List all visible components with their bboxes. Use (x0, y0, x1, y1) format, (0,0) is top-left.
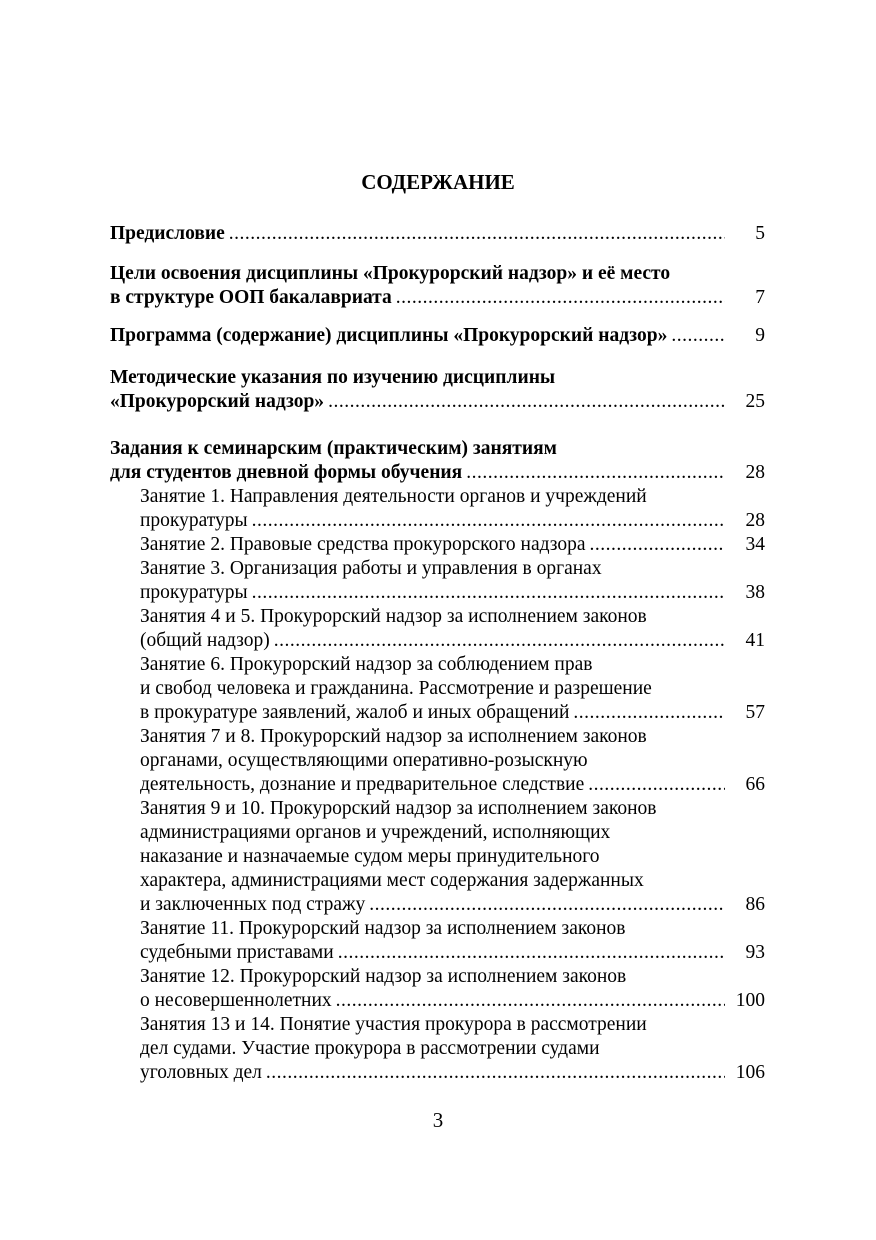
toc-sub-10-line: Занятия 13 и 14. Понятие участия прокурора в рассмотрении (140, 1014, 647, 1035)
toc-sub-4-line: Занятия 4 и 5. Прокурорский надзор за исполнением законов (140, 606, 647, 627)
toc-sub-7-line: администрациями органов и учреждений, исполняющих (140, 822, 611, 843)
toc-sub-1-line: Занятие 1. Направления деятельности органов и учреждений (140, 486, 647, 507)
toc-sub-2[interactable]: Занятие 2. Правовые средства прокурорского надзора ..... 34 (140, 533, 765, 557)
page-ref: 66 (745, 774, 765, 795)
toc-entry-goals-line: Цели освоения дисциплины «Прокурорский надзор» и её место (110, 263, 671, 284)
leader-dots (336, 989, 725, 1013)
toc-entry-goals[interactable]: в структуре ООП бакалавриата ..... 7 (110, 286, 765, 310)
leader-dots (671, 324, 725, 348)
page-ref: 41 (745, 630, 765, 651)
toc-sub-3[interactable]: прокуратуры ..... 38 (140, 581, 765, 605)
leader-dots (590, 533, 725, 557)
page-ref: 57 (745, 702, 765, 723)
leader-dots (328, 390, 725, 414)
page-ref: 28 (745, 462, 765, 483)
toc-sub-5[interactable]: в прокуратуре заявлений, жалоб и иных обращений ..... 57 (140, 701, 765, 725)
toc-sub-3-line: Занятие 3. Организация работы и управления в органах (140, 558, 602, 579)
leader-dots (588, 773, 725, 797)
toc-entry-tasks[interactable]: для студентов дневной формы обучения ..... 28 (110, 461, 765, 485)
leader-dots (466, 461, 725, 485)
toc-sub-8[interactable]: судебными приставами ..... 93 (140, 941, 765, 965)
page-ref: 9 (755, 325, 765, 346)
toc-sub-9[interactable]: о несовершеннолетних ..... 100 (140, 989, 765, 1013)
page-number: 3 (432, 1108, 444, 1132)
toc-sub-7[interactable]: и заключенных под стражу ..... 86 (140, 893, 765, 917)
leader-dots (338, 941, 725, 965)
page-ref: 25 (745, 391, 765, 412)
leader-dots (274, 629, 725, 653)
page-ref: 7 (755, 287, 765, 308)
toc-entry-methods-line: Методические указания по изучению дисциплины (110, 367, 556, 388)
page-ref: 106 (735, 1062, 765, 1083)
leader-dots (252, 581, 725, 605)
toc-sub-10[interactable]: уголовных дел ..... 106 (140, 1061, 765, 1085)
toc-sub-8-line: Занятие 11. Прокурорский надзор за исполнением законов (140, 918, 626, 939)
toc-sub-7-line: характера, администрациями мест содержания задержанных (140, 870, 644, 891)
page-ref: 93 (745, 942, 765, 963)
toc-sub-6-line: органами, осуществляющими оперативно-розыскную (140, 750, 588, 771)
toc-sub-5-line: Занятие 6. Прокурорский надзор за соблюдением прав (140, 654, 593, 675)
page-ref: 38 (745, 582, 765, 603)
toc-sub-7-line: Занятия 9 и 10. Прокурорский надзор за исполнением законов (140, 798, 657, 819)
page-ref: 100 (735, 990, 765, 1011)
page-ref: 34 (745, 534, 765, 555)
toc-sub-1[interactable]: прокуратуры ..... 28 (140, 509, 765, 533)
page-ref: 86 (745, 894, 765, 915)
leader-dots (252, 509, 725, 533)
toc-entry-tasks-line: Задания к семинарским (практическим) занятиям (110, 438, 557, 459)
page-ref: 28 (745, 510, 765, 531)
page-ref: 5 (755, 223, 765, 244)
toc-entry-preface[interactable]: Предисловие ..... 5 (110, 222, 765, 246)
leader-dots (266, 1061, 725, 1085)
toc-sub-4[interactable]: (общий надзор) ..... 41 (140, 629, 765, 653)
toc-sub-7-line: наказание и назначаемые судом меры принудительного (140, 846, 600, 867)
leader-dots (396, 286, 725, 310)
toc-title: СОДЕРЖАНИЕ (361, 170, 515, 194)
toc-entry-program[interactable]: Программа (содержание) дисциплины «Прокурорский надзор» ..... 9 (110, 324, 765, 348)
leader-dots (229, 222, 725, 246)
leader-dots (573, 701, 725, 725)
toc-sub-6-line: Занятия 7 и 8. Прокурорский надзор за исполнением законов (140, 726, 647, 747)
toc-sub-10-line: дел судами. Участие прокурора в рассмотрении судами (140, 1038, 600, 1059)
toc-sub-9-line: Занятие 12. Прокурорский надзор за исполнением законов (140, 966, 627, 987)
toc-entry-methods[interactable]: «Прокурорский надзор» ..... 25 (110, 390, 765, 414)
leader-dots (369, 893, 725, 917)
toc-sub-5-line: и свобод человека и гражданина. Рассмотрение и разрешение (140, 678, 652, 699)
toc-sub-6[interactable]: деятельность, дознание и предварительное следствие ..... 66 (140, 773, 765, 797)
